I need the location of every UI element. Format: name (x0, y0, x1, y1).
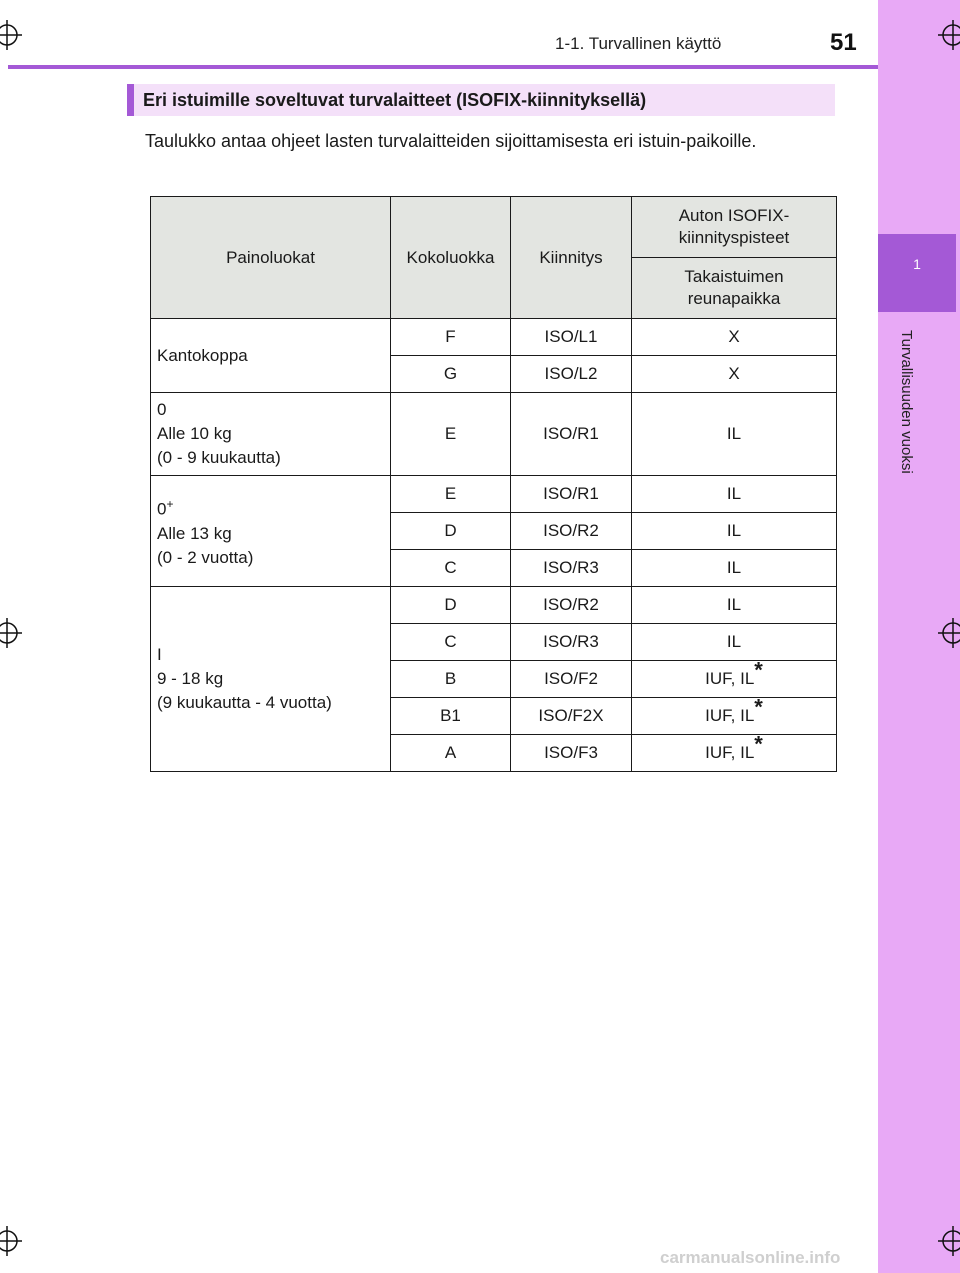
section-heading-bar (127, 84, 835, 116)
header-fixture: Kiinnitys (511, 197, 632, 319)
page-number: 51 (830, 29, 857, 56)
chapter-number: 1 (913, 256, 921, 272)
anchor-value-cell: IUF, IL* (632, 698, 837, 735)
size-class-cell: G (391, 356, 511, 393)
weight-class-cell (151, 476, 391, 587)
weight-class-line: (9 kuukautta - 4 vuotta) (157, 693, 332, 712)
crop-mark-icon (0, 1226, 22, 1256)
weight-class-line: Alle 10 kg (157, 424, 232, 443)
anchor-value-cell: IL (632, 513, 837, 550)
weight-class-cell (151, 587, 391, 772)
chapter-title: Turvallisuuden vuoksi (898, 330, 915, 474)
header-anchor-sub: Takaistuimen reunapaikka (632, 258, 837, 319)
table-row (151, 393, 837, 476)
table-row (151, 587, 837, 624)
weight-class-line: I (157, 645, 162, 664)
fixture-cell: ISO/R1 (511, 393, 632, 476)
weight-class-line: (0 - 2 vuotta) (157, 547, 254, 567)
fixture-cell: ISO/L2 (511, 356, 632, 393)
size-class-cell: D (391, 587, 511, 624)
anchor-value-cell: X (632, 356, 837, 393)
weight-class-line: Alle 13 kg (157, 523, 232, 543)
fixture-cell: ISO/F3 (511, 735, 632, 772)
running-header: 1-1. Turvallinen käyttö (555, 34, 722, 53)
size-class-cell: B (391, 661, 511, 698)
crop-mark-icon (0, 618, 22, 648)
size-class-cell: D (391, 513, 511, 550)
fixture-cell: ISO/L1 (511, 319, 632, 356)
weight-class-line: (0 - 9 kuukautta) (157, 448, 281, 467)
size-class-cell: C (391, 624, 511, 661)
size-class-cell: E (391, 476, 511, 513)
weight-class-cell (151, 319, 391, 393)
header-weight: Painoluokat (151, 197, 391, 319)
header-anchor-group: Auton ISOFIX-kiinnityspisteet (632, 197, 837, 258)
weight-class-line: 0+ (157, 497, 174, 519)
crop-mark-icon (0, 20, 22, 50)
crop-mark-icon (938, 618, 960, 648)
weight-class-line: 9 - 18 kg (157, 669, 224, 688)
anchor-value-cell: IL (632, 624, 837, 661)
fixture-cell: ISO/R3 (511, 550, 632, 587)
chapter-tab[interactable] (878, 234, 956, 312)
fixture-cell: ISO/R1 (511, 476, 632, 513)
header-size: Kokoluokka (391, 197, 511, 319)
table-body (151, 319, 837, 772)
fixture-cell: ISO/R3 (511, 624, 632, 661)
size-class-cell: C (391, 550, 511, 587)
weight-class-cell (151, 393, 391, 476)
anchor-value-cell: IL (632, 587, 837, 624)
fixture-cell: ISO/R2 (511, 513, 632, 550)
table-row (151, 476, 837, 513)
size-class-cell: A (391, 735, 511, 772)
crop-mark-icon (938, 20, 960, 50)
anchor-value-cell: IL (632, 550, 837, 587)
weight-class-line: 0 (157, 400, 167, 419)
table-row (151, 319, 837, 356)
anchor-value-cell: IUF, IL* (632, 661, 837, 698)
header-rule (8, 65, 878, 69)
section-title: Eri istuimille soveltuvat turvalaitteet (ISOFIX-kiinnityksellä) (143, 90, 647, 110)
size-class-cell: F (391, 319, 511, 356)
fixture-cell: ISO/R2 (511, 587, 632, 624)
size-class-cell: E (391, 393, 511, 476)
isofix-table (150, 196, 837, 772)
section-accent (127, 84, 134, 116)
watermark: carmanualsonline.info (660, 1248, 841, 1267)
size-class-cell: B1 (391, 698, 511, 735)
crop-mark-icon (938, 1226, 960, 1256)
fixture-cell: ISO/F2 (511, 661, 632, 698)
fixture-cell: ISO/F2X (511, 698, 632, 735)
anchor-value-cell: IL (632, 476, 837, 513)
intro-paragraph: Taulukko antaa ohjeet lasten turvalaitteiden sijoittamisesta eri istuin-paikoille. (145, 131, 757, 151)
anchor-value-cell: X (632, 319, 837, 356)
anchor-value-cell: IL (632, 393, 837, 476)
weight-class-line: Kantokoppa (157, 345, 248, 365)
anchor-value-cell: IUF, IL* (632, 735, 837, 772)
